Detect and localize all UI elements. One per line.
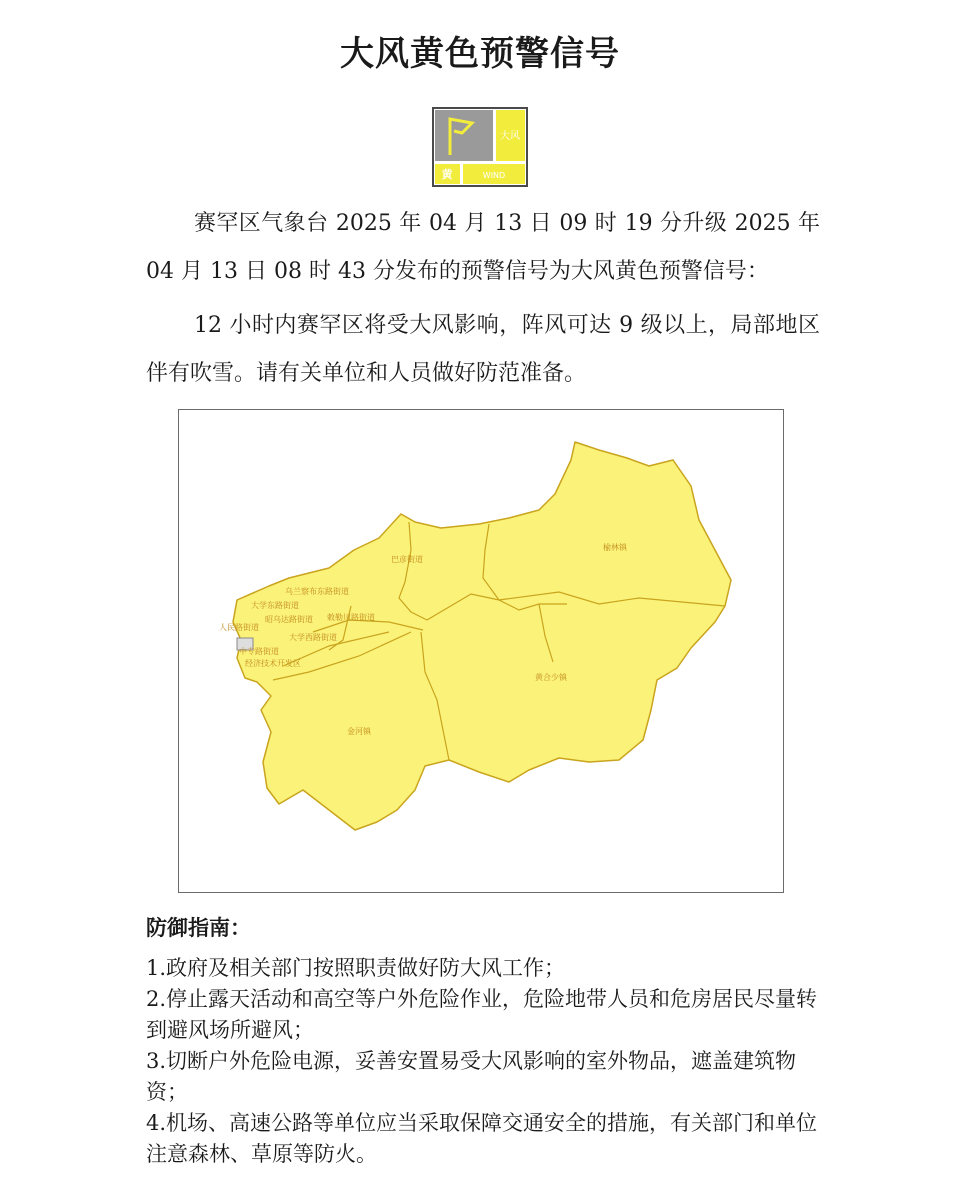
warning-area-map — [178, 409, 784, 893]
map-label-renminlu: 人民路街道 — [219, 623, 259, 632]
wind-warning-signal-icon — [432, 107, 528, 187]
map-label-bayan: 巴彦街道 — [391, 555, 423, 564]
guide-item-2: 2.停止露天活动和高空等户外危险作业，危险地带人员和危房居民尽量转到避风场所避风； — [146, 987, 818, 1042]
guide-title: 防御指南： — [146, 916, 251, 940]
map-label-kaifaqu: 经济技术开发区 — [245, 659, 301, 668]
page-title: 大风黄色预警信号 — [340, 34, 620, 74]
signal-text-top: 大风 — [500, 131, 520, 142]
map-label-daxuexilu: 大学西路街道 — [289, 633, 337, 642]
map-label-daxuedonglu: 大学东路街道 — [251, 601, 299, 610]
signal-text-bottom-right: WIND — [482, 171, 506, 180]
guide-item-3: 3.切断户外危险电源，妥善安置易受大风影响的室外物品，遮盖建筑物资； — [146, 1049, 797, 1104]
guide-item-1: 1.政府及相关部门按照职责做好防大风工作； — [146, 956, 566, 980]
warning-paragraph-1: 赛罕区气象台 2025 年 04 月 13 日 09 时 19 分升级 2025 年 04 月 13 日 08 时 43 分发布的预警信号为大风黄色预警信号： — [146, 211, 820, 284]
map-label-chilechuan: 敕勒川路街道 — [327, 613, 375, 622]
guide-item-4: 4.机场、高速公路等单位应当采取保障交通安全的措施，有关部门和单位注意森林、草原等防火。 — [146, 1111, 818, 1166]
map-label-yulin: 榆林镇 — [603, 543, 627, 552]
signal-text-bottom-left: 黄 — [441, 168, 453, 181]
guide-list — [146, 953, 820, 1170]
map-label-jinhe: 金河镇 — [347, 727, 371, 736]
warning-paragraph-2: 12 小时内赛罕区将受大风影响，阵风可达 9 级以上，局部地区伴有吹雪。请有关单位和人员做好防范准备。 — [146, 313, 820, 386]
map-label-zhaowudalu: 昭乌达路街道 — [265, 615, 313, 624]
map-label-huangheshao: 黄合少镇 — [535, 673, 567, 682]
map-label-zhongzhuanlu: 中专路街道 — [239, 647, 279, 656]
map-label-wulanchabu: 乌兰察布东路街道 — [285, 587, 349, 596]
